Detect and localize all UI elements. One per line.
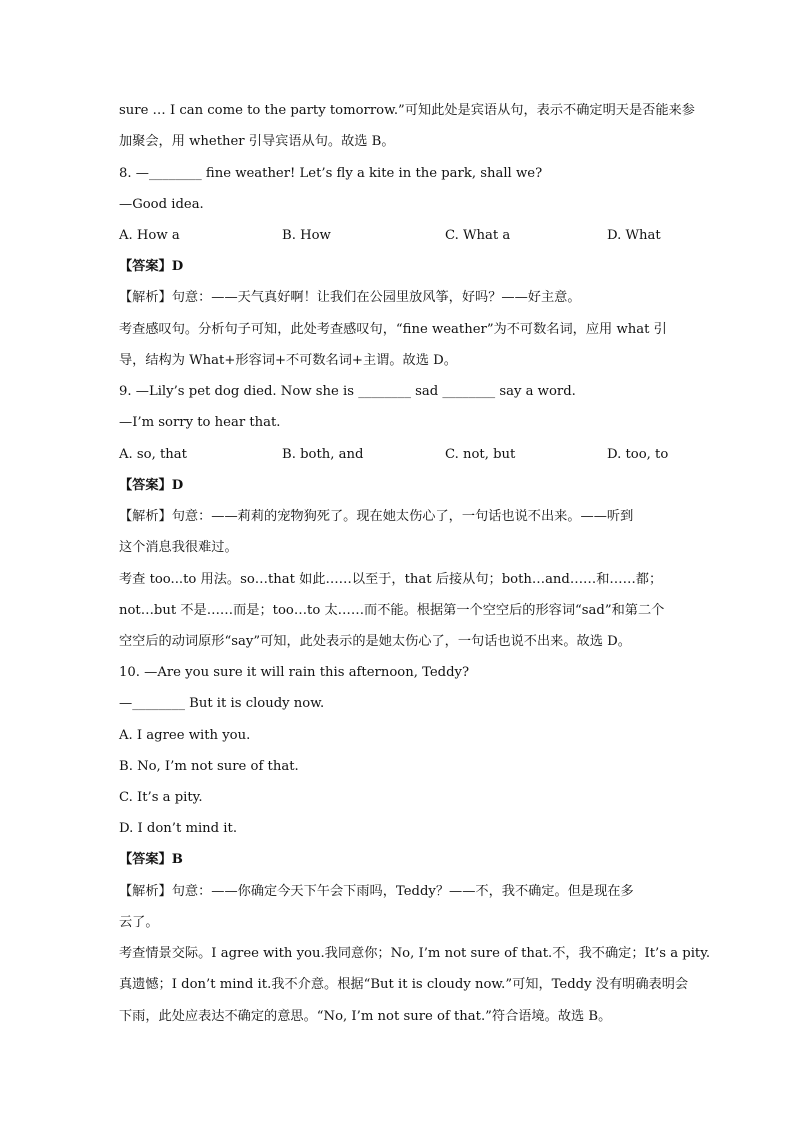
q10-analysis: 【解析】句意：——你确定今天下午会下雨吗，Teddy？——不，我不确定。但是现在多 [119, 884, 634, 899]
question-8-reply: —Good idea. [119, 197, 204, 212]
text-line: 空空后的动词原形“say”可知，此处表示的是她太伤心了，一句话也说不出来。故选 D。 [119, 634, 631, 649]
question-10-reply: —________ But it is cloudy now. [119, 696, 325, 711]
question-8-stem: 8. —________ fine weather! Let’s fly a kite in the park, shall we? [119, 166, 543, 181]
q10-answer: 【答案】B [119, 852, 183, 867]
q9-option-b: B. both, and [282, 447, 364, 462]
q10-option-b: B. No, I’m not sure of that. [119, 759, 299, 774]
q10-option-a: A. I agree with you. [119, 728, 251, 743]
q8-option-a: A. How a [119, 228, 180, 243]
text-line: 这个消息我很难过。 [119, 540, 238, 555]
text-line: 考查感叹句。分析句子可知，此处考查感叹句，“fine weather”为不可数名词，应用 what 引 [119, 322, 667, 337]
q8-option-c: C. What a [445, 228, 511, 243]
q9-analysis: 【解析】句意：——莉莉的宠物狗死了。现在她太伤心了，一句话也说不出来。——听到 [119, 509, 634, 524]
q10-option-d: D. I don’t mind it. [119, 821, 238, 836]
text-line: sure … I can come to the party tomorrow.”可知此处是宾语从句，表示不确定明天是否能来参 [119, 103, 695, 118]
text-line: 考查情景交际。I agree with you.我同意你；No, I’m not sure of that.不，我不确定；It’s a pity. [119, 946, 711, 961]
q8-option-d: D. What [607, 228, 661, 243]
q8-option-b: B. How [282, 228, 331, 243]
text-line: 导，结构为 What+形容词+不可数名词+主谓。故选 D。 [119, 353, 457, 368]
text-line: 真遗憾；I don’t mind it.我不介意。根据“But it is cloudy now.”可知，Teddy 没有明确表明会 [119, 977, 689, 992]
q8-analysis: 【解析】句意：——天气真好啊！让我们在公园里放风筝，好吗？——好主意。 [119, 290, 581, 305]
q10-option-c: C. It’s a pity. [119, 790, 203, 805]
text-line: 下雨，此处应表达不确定的意思。“No, I’m not sure of that.”符合语境。故选 B。 [119, 1009, 612, 1024]
text-line: 考查 too...to 用法。so…that 如此……以至于，that 后接从句；both…and……和……都； [119, 572, 663, 587]
text-line: 云了。 [119, 915, 159, 930]
q9-option-d: D. too, to [607, 447, 669, 462]
question-10-stem: 10. —Are you sure it will rain this afternoon, Teddy? [119, 665, 470, 680]
q9-option-c: C. not, but [445, 447, 516, 462]
text-line: not…but 不是……而是；too…to 太……而不能。根据第一个空空后的形容词“sad”和第二个 [119, 603, 665, 618]
question-9-stem: 9. —Lily’s pet dog died. Now she is ________ sad ________ say a word. [119, 384, 576, 399]
q9-option-a: A. so, that [119, 447, 187, 462]
q8-answer: 【答案】D [119, 259, 184, 274]
q9-answer: 【答案】D [119, 478, 184, 493]
text-line: 加聚会，用 whether 引导宾语从句。故选 B。 [119, 134, 395, 149]
question-9-reply: —I’m sorry to hear that. [119, 415, 281, 430]
